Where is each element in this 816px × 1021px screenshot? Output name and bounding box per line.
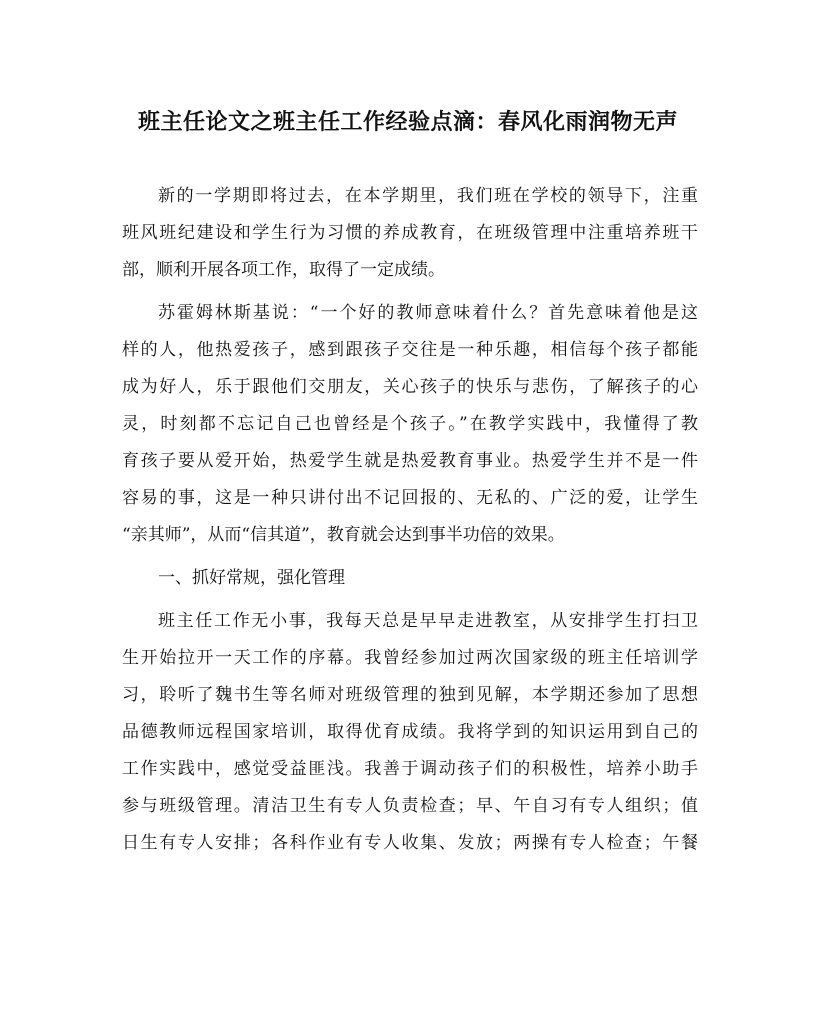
paragraph-line: “亲其师”，从而“信其道”，教育就会达到事半功倍的效果。 [122, 525, 565, 545]
paragraph-line: 部，顺利开展各项工作，取得了一定成绩。 [122, 260, 445, 280]
paragraph-line: 参与班级管理。清洁卫生有专人负责检查；早、午自习有专人组织；值 [122, 796, 698, 816]
paragraph-line: 班主任工作无小事，我每天总是早早走进教室，从安排学生打扫卫 [158, 611, 698, 631]
paragraph [122, 295, 698, 554]
paragraph-line: 灵，时刻都不忘记自己也曾经是个孩子。”在教学实践中，我懂得了教 [122, 414, 698, 434]
paragraph-line: 习，聆听了魏书生等名师对班级管理的独到见解，本学期还参加了思想 [122, 685, 698, 705]
paragraph-line: 样的人，他热爱孩子，感到跟孩子交往是一种乐趣，相信每个孩子都能 [122, 340, 698, 360]
paragraph-line: 品德教师远程国家培训，取得优育成绩。我将学到的知识运用到自己的 [122, 722, 698, 742]
paragraph-line: 工作实践中，感觉受益匪浅。我善于调动孩子们的积极性，培养小助手 [122, 759, 698, 779]
section-heading-line: 一、抓好常规，强化管理 [158, 568, 345, 588]
paragraph-line: 成为好人，乐于跟他们交朋友，关心孩子的快乐与悲伤，了解孩子的心 [122, 377, 698, 397]
paragraph-line: 容易的事，这是一种只讲付出不记回报的、无私的、广泛的爱，让学生 [122, 488, 698, 508]
document-title: 班主任论文之班主任工作经验点滴：春风化雨润物无声 [137, 109, 678, 135]
paragraph-line: 苏霍姆林斯基说：“一个好的教师意味着什么？首先意味着他是这 [158, 303, 698, 323]
paragraph [122, 178, 698, 289]
document-body [122, 178, 698, 862]
section-heading [122, 560, 698, 597]
paragraph-line: 育孩子要从爱开始，热爱学生就是热爱教育事业。热爱学生并不是一件 [122, 451, 698, 471]
paragraph-line: 新的一学期即将过去，在本学期里，我们班在学校的领导下，注重 [158, 186, 698, 206]
paragraph-line: 班风班纪建设和学生行为习惯的养成教育，在班级管理中注重培养班干 [122, 223, 698, 243]
paragraph-line: 日生有专人安排；各科作业有专人收集、发放；两操有专人检查；午餐 [122, 833, 698, 853]
paragraph-line: 生开始拉开一天工作的序幕。我曾经参加过两次国家级的班主任培训学 [122, 648, 698, 668]
paragraph [122, 603, 698, 862]
